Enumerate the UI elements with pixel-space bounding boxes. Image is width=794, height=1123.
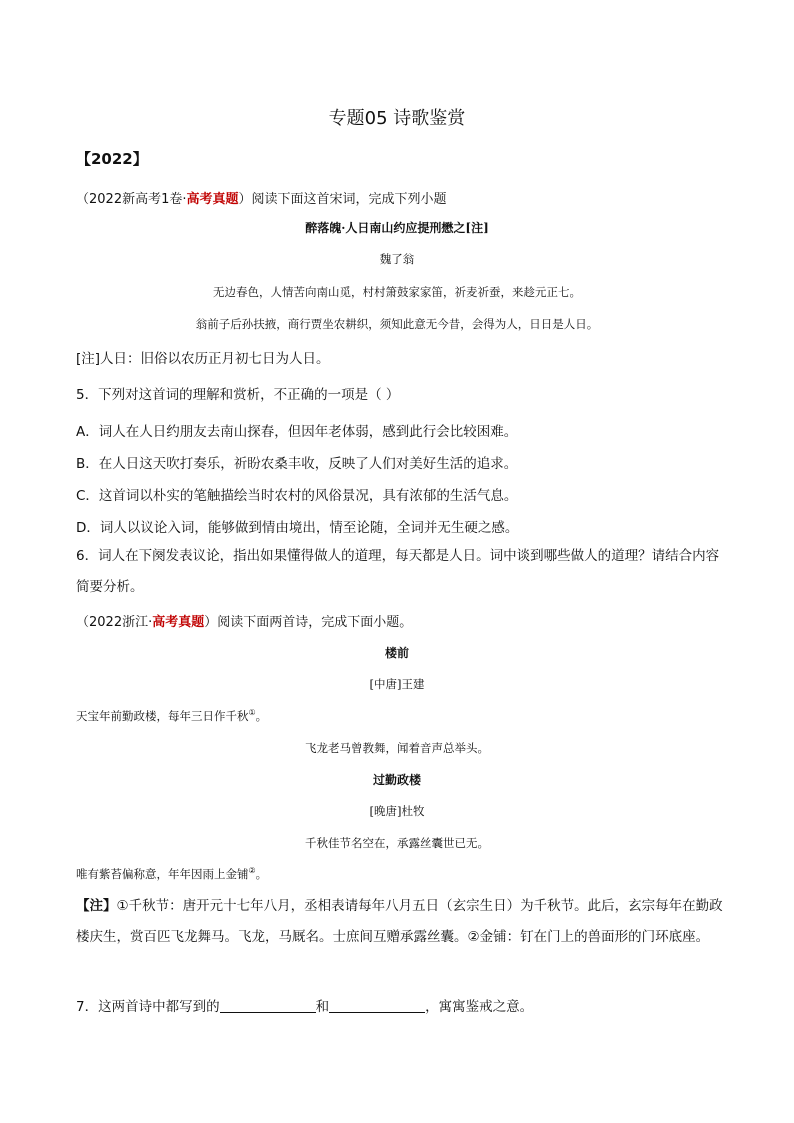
poem-author: [晚唐]杜牧 xyxy=(369,804,425,818)
question-5: 5．下列对这首词的理解和赏析，不正确的一项是（ ） xyxy=(76,387,400,403)
answer-blank[interactable] xyxy=(329,998,425,1013)
poem-line: 唯有紫苔偏称意，年年因雨上金铺②。 xyxy=(76,866,268,881)
poem-line: 天宝年前勤政楼，每年三日作千秋①。 xyxy=(76,708,268,723)
intro-suffix: ）阅读下面这首宋词，完成下列小题 xyxy=(238,192,447,207)
annotation-note xyxy=(76,891,726,953)
poem-title: 醉落魄·人日南山约应提刑懋之[注] xyxy=(305,221,489,235)
poem-line: 无边春色，人情苦向南山觅，村村箫鼓家家笛，祈麦祈蚕，来趁元正七。 xyxy=(213,285,581,299)
poem-author: [中唐]王建 xyxy=(369,677,425,691)
question-6: 6．词人在下阕发表议论，指出如果懂得做人的道理，每天都是人日。词中谈到哪些做人的道理？请结合内容简要分析。 xyxy=(76,548,720,595)
poem-title: 楼前 xyxy=(384,646,409,660)
poem-author: 魏了翁 xyxy=(379,252,415,266)
answer-blank[interactable] xyxy=(220,998,316,1013)
poem-line: 千秋佳节名空在，承露丝囊世已无。 xyxy=(305,836,489,850)
intro-highlight: 高考真题 xyxy=(186,192,239,207)
note-label: 【注】 xyxy=(76,898,117,914)
intro-prefix: （2022浙江· xyxy=(76,615,153,630)
year-heading: 【2022】 xyxy=(76,150,148,168)
note-text: ①千秋节：唐开元十七年八月，丞相表请每年八月五日（玄宗生日）为千秋节。此后，玄宗每年在勤政楼庆生，赏百匹飞龙舞马。飞龙，马厩名。士庶间互赠承露丝囊。②金铺：钉在门上的兽面形的门环底座。 xyxy=(76,898,723,945)
option-b: B．在人日这天吹打奏乐，祈盼农桑丰收，反映了人们对美好生活的追求。 xyxy=(76,456,518,472)
option-c: C．这首词以朴实的笔触描绘当时农村的风俗景况，具有浓郁的生活气息。 xyxy=(76,488,518,504)
poem-line: 飞龙老马曾教舞，闻着音声总举头。 xyxy=(305,741,489,755)
section2-intro xyxy=(76,611,412,630)
option-a: A．词人在人日约朋友去南山探春，但因年老体弱，感到此行会比较困难。 xyxy=(76,424,518,440)
section1-intro xyxy=(76,188,447,207)
annotation-note: [注]人日：旧俗以农历正月初七日为人日。 xyxy=(76,351,330,367)
poem-line: 翁前子后孙扶掖，商行贾坐农耕织，须知此意无今昔，会得为人，日日是人日。 xyxy=(195,317,599,331)
question-7: 7．这两首诗中都写到的 和 ，寓寓鉴戒之意。 xyxy=(76,999,534,1015)
intro-suffix: ）阅读下面两首诗，完成下面小题。 xyxy=(204,615,413,630)
page-title: 专题05 诗歌鉴赏 xyxy=(328,108,466,129)
intro-prefix: （2022新高考1卷· xyxy=(76,192,187,207)
option-d: D．词人以议论入词，能够做到情由境出，情至论随，全词并无生硬之感。 xyxy=(76,520,519,536)
poem-title: 过勤政楼 xyxy=(372,773,421,787)
intro-highlight: 高考真题 xyxy=(152,615,205,630)
